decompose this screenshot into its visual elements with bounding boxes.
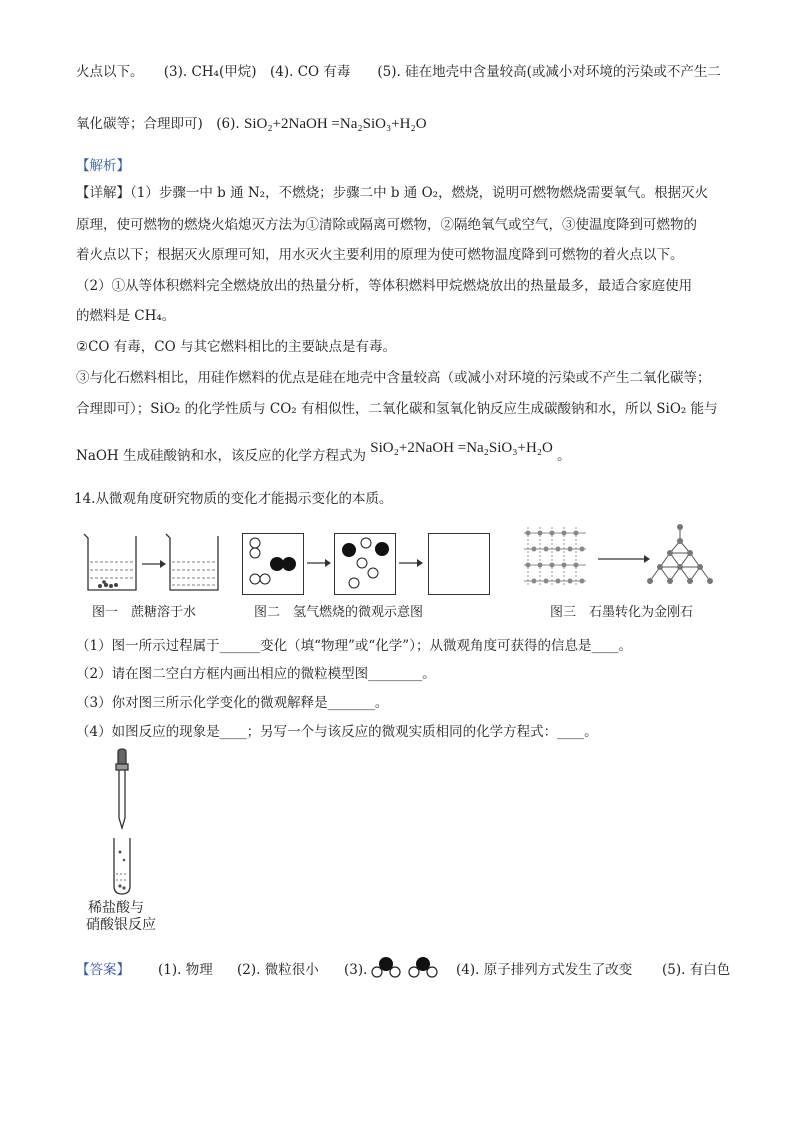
fig1-beakers <box>76 528 236 598</box>
test-tube-figure <box>100 748 150 898</box>
answer-item3: (3). <box>344 962 368 978</box>
answer-item2: (2). 微粒很小 <box>237 962 319 978</box>
analysis-last-line <box>76 440 571 466</box>
answer-item4: (4). 原子排列方式发生了改变 <box>456 962 633 978</box>
answer-item1: (1). 物理 <box>158 962 213 978</box>
detail-line: 【详解】（1）步骤一中 b 通 N₂，不燃烧；步骤二中 b 通 O₂，燃烧，说明可燃物燃烧需要氧气。根据灭火 <box>76 185 709 201</box>
answer-prev-line2-text: 氧化碳等；合理即可) (6). <box>76 116 240 132</box>
detail-line: ②CO 有毒，CO 与其它燃料相比的主要缺点是有毒。 <box>76 339 396 355</box>
fig2-separated-atoms <box>335 534 395 594</box>
detail-line: ③与化石燃料相比，用硅作燃料的优点是硅在地壳中含量较高（或减小对环境的污染或不产生二氧化碳等； <box>76 370 711 386</box>
tube-label-1: 稀盐酸与 <box>88 900 144 916</box>
water-molecules-answer-icon <box>368 954 444 982</box>
analysis-last-text: NaOH 生成硅酸钠和水，该反应的化学方程式为 <box>76 448 366 464</box>
detail-line: 原理，使可燃物的燃烧火焰熄灭方法为①清除或隔离可燃物，②隔绝氧气或空气，③使温度降到可燃物的 <box>76 217 697 233</box>
question14-stem: 14.从微观角度研究物质的变化才能揭示变化的本质。 <box>74 491 393 507</box>
answer-prev-line1: 火点以下。 (3). CH₄(甲烷) (4). CO 有毒 (5). 硅在地壳中含量较高(或减小对环境的污染或不产生二 <box>76 64 721 80</box>
fig1-caption: 图一 蔗糖溶于水 <box>92 605 197 620</box>
subq-4: （4）如图反应的现象是____；另写一个与该反应的微观实质相同的化学方程式：____。 <box>76 724 598 740</box>
fig2-h2-molecules <box>243 534 303 594</box>
fig2-arrow2 <box>397 556 425 570</box>
detail-line: （2）①从等体积燃料完全燃烧放出的热量分析，等体积燃料甲烷燃烧放出的热量最多，最适合家庭使用 <box>76 278 693 294</box>
subq-1: （1）图一所示过程属于______变化（填“物理”或“化学”）；从微观角度可获得的信息是____。 <box>76 638 632 654</box>
fig2-blank-box <box>428 533 490 595</box>
subq-3: （3）你对图三所示化学变化的微观解释是_______。 <box>76 695 389 711</box>
fig3-caption: 图三 石墨转化为金刚石 <box>550 605 694 620</box>
fig2-caption: 图二 氢气燃烧的微观示意图 <box>254 605 424 620</box>
fig2-arrow1 <box>305 556 333 570</box>
detail-line: 着火点以下；根据灭火原理可知，用水灭火主要利用的原理为使可燃物温度降到可燃物的着火点以下。 <box>76 247 684 263</box>
answer-tag: 【答案】 <box>76 962 130 978</box>
detail-line: 合理即可）；SiO₂ 的化学性质与 CO₂ 有相似性，二氧化碳和氢氧化钠反应生成碳酸钠和水，所以 SiO₂ 能与 <box>76 401 718 417</box>
fig3-graphite-diamond <box>520 523 720 595</box>
formula-sio2-naoh-2: SiO₂+2NaOH =Na₂SiO₃+H₂O <box>370 440 553 456</box>
answer-prev-line2 <box>76 114 427 134</box>
fig2-box-atoms <box>334 533 396 595</box>
analysis-period: 。 <box>557 448 571 464</box>
formula-sio2-naoh: SiO₂+2NaOH =Na₂SiO₃+H₂O <box>243 116 427 132</box>
subq-2: （2）请在图二空白方框内画出相应的微粒模型图________。 <box>76 666 436 682</box>
fig2-box-h2 <box>242 533 304 595</box>
tube-label-2: 硝酸银反应 <box>86 917 156 933</box>
answer-item5: (5). 有白色 <box>662 962 731 978</box>
detail-line: 的燃料是 CH₄。 <box>76 308 176 324</box>
analysis-tag: 【解析】 <box>76 158 130 174</box>
